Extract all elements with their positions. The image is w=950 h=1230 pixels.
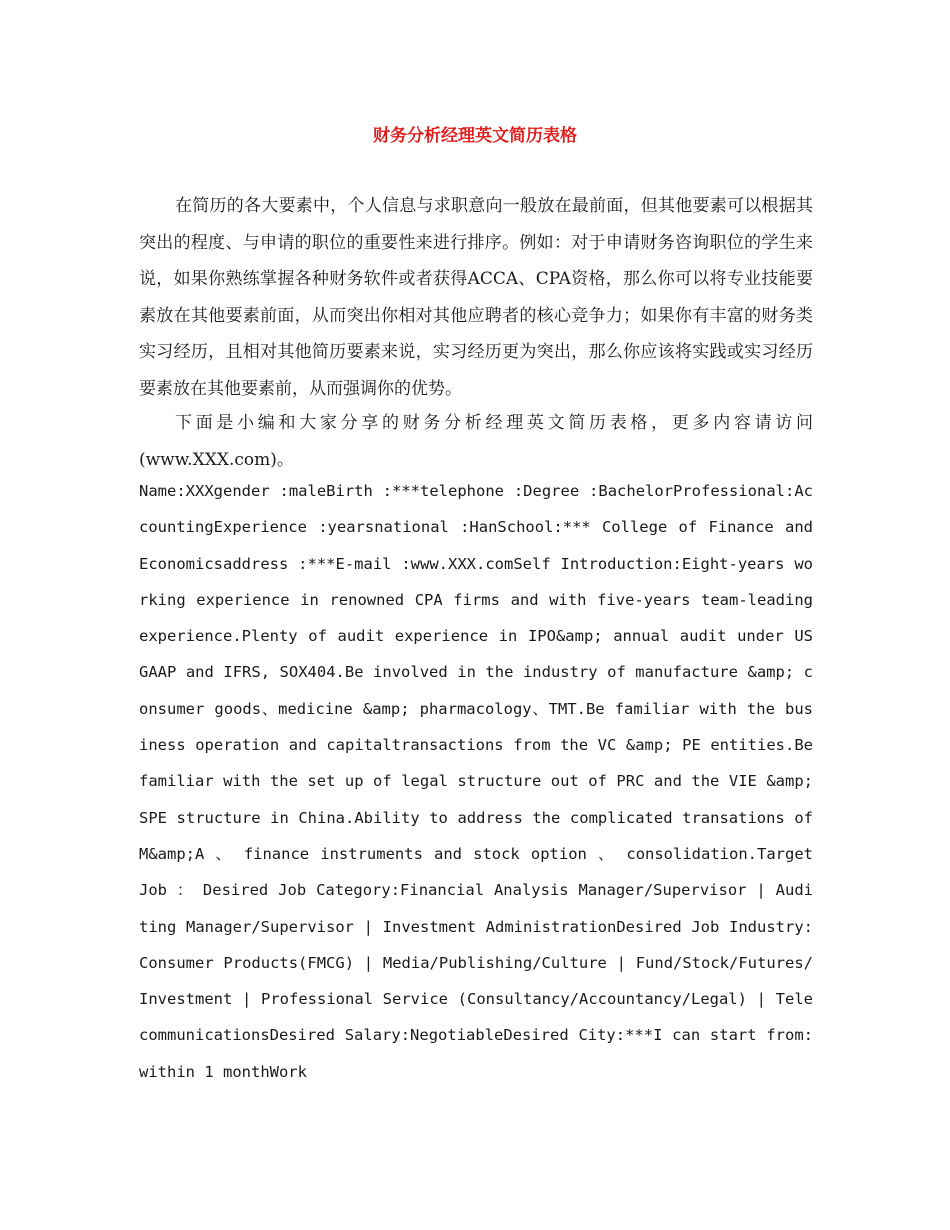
document-title: 财务分析经理英文简历表格 [373, 126, 577, 146]
share-paragraph: 下面是小编和大家分享的财务分析经理英文简历表格，更多内容请访问(www.XXX.com)。 [139, 413, 813, 470]
intro-paragraph: 在简历的各大要素中，个人信息与求职意向一般放在最前面，但其他要素可以根据其突出的程度、与申请的职位的重要性来进行排序。例如：对于申请财务咨询职位的学生来说，如果你熟练掌握各种财务软件或者获得ACCA、CPA资格，那么你可以将专业技能要素放在其他要素前面，从而突出你相对其他应聘者的核心竞争力；如果你有丰富的财务类实习经历，且相对其他简历要素来说，实习经历更为突出，那么你应该将实践或实习经历要素放在其他要素前，从而强调你的优势。 [139, 196, 813, 399]
resume-text: Name:XXXgender :maleBirth :***telephone :Degree :BachelorProfessional:AccountingExperience :yearsnational :HanSchool:*** College of Finance and Economicsaddress :***E-mail :www.XXX.comSelf Introduction:Eight-years working experience in renowned CPA firms and with five-years team-leading experience.Plenty of audit experience in IPO&amp; annual audit under US GAAP and IFRS, SOX404.Be involved in the industry of manufacture &amp; consumer goods、medicine &amp; pharmacology、TMT.Be familiar with the business operation and capitaltransactions from the VC &amp; PE entities.Be familiar with the set up of legal structure out of PRC and the VIE &amp; SPE structure in China.Ability to address the complicated transations of M&amp;A 、 finance instruments and stock option 、 consolidation.Target Job ： Desired Job Category:Financial Analysis Manager/Supervisor | Auditing Manager/Supervisor | Investment AdministrationDesired Job Industry:Consumer Products(FMCG) | Media/Publishing/Culture | Fund/Stock/Futures/Investment | Professional Service (Consultancy/Accountancy/Legal) | TelecommunicationsDesired Salary:NegotiableDesired City:***I can start from:within 1 monthWork [139, 482, 813, 1081]
